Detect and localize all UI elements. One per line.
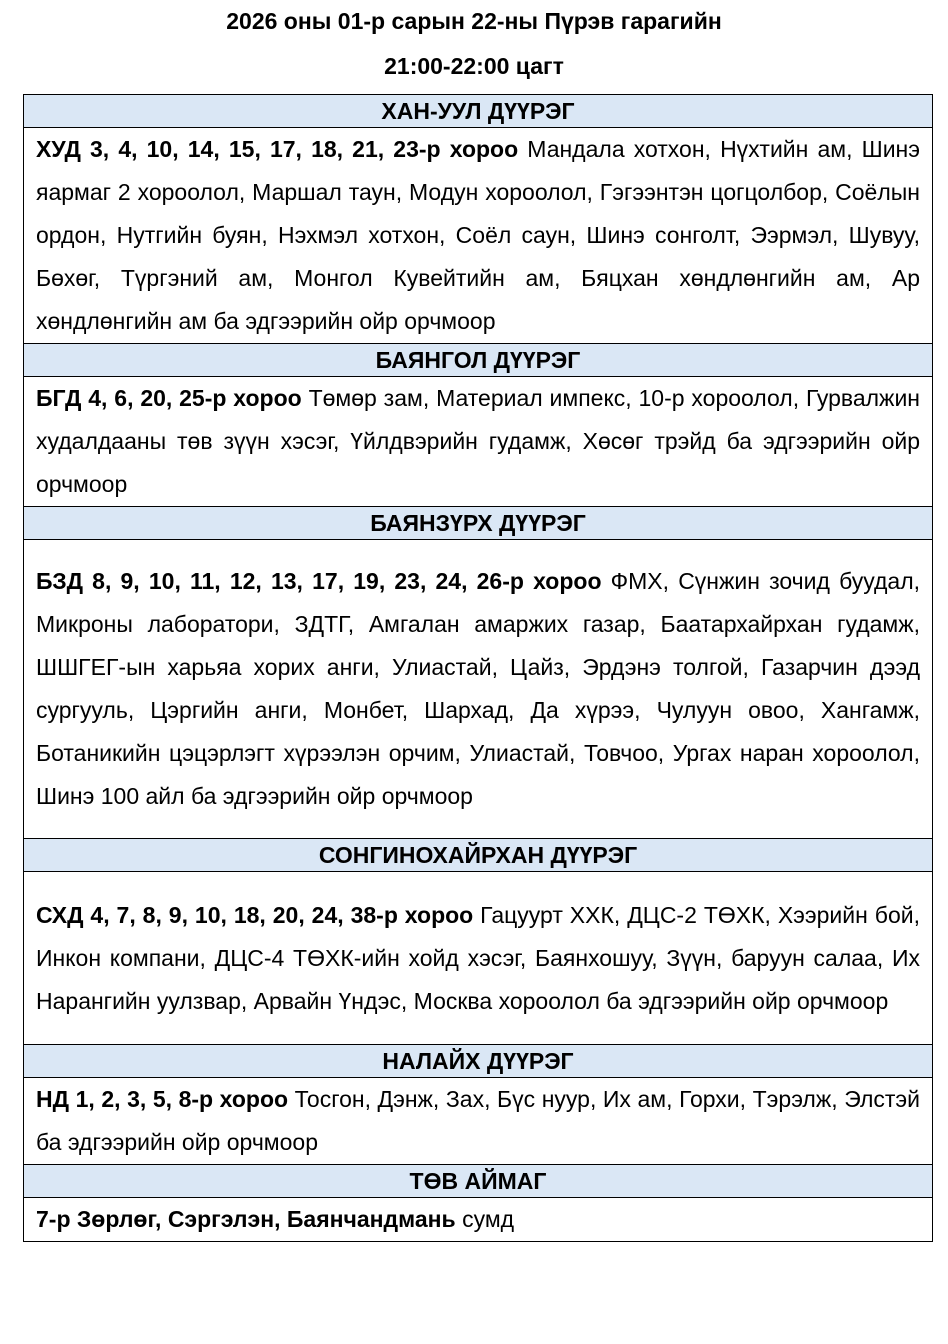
khoroo-list: БГД 4, 6, 20, 25-р хороо	[36, 385, 302, 411]
outage-schedule-table	[23, 94, 933, 1242]
area-list: Мандала хотхон, Нүхтийн ам, Шинэ яармаг 2 хороолол, Маршал таун, Модун хороолол, Гэгээнтэн цогцолбор, Соёлын ордон, Нутгийн буян, Нэхмэл хотхон, Соёл саун, Шинэ сонголт, Ээрмэл, Шувуу, Бөхөг, Түргэний ам, Монгол Кувейтийн ам, Бяцхан хөндлөнгийн ам, Ар хөндлөнгийн ам ба эдгээрийн ойр орчмоор	[36, 136, 920, 334]
khoroo-list: БЗД 8, 9, 10, 11, 12, 13, 17, 19, 23, 24, 26-р хороо	[36, 568, 602, 594]
district-header-row	[24, 344, 933, 377]
area-cell	[24, 872, 933, 1045]
district-name: БАЯНГОЛ ДҮҮРЭГ	[24, 344, 933, 377]
area-list: сумд	[455, 1206, 515, 1232]
district-header-row	[24, 1165, 933, 1198]
page-title-date: 2026 оны 01-р сарын 22-ны Пүрэв гарагийн	[226, 8, 722, 34]
area-row	[24, 1198, 933, 1242]
district-header-row	[24, 95, 933, 128]
page-title-time: 21:00-22:00 цагт	[384, 53, 564, 79]
area-list: Тосгон, Дэнж, Зах, Бүс нуур, Их ам, Горхи, Тэрэлж, Элстэй ба эдгээрийн ойр орчмоор	[36, 1086, 921, 1155]
area-row	[24, 540, 933, 839]
district-name: БАЯНЗҮРХ ДҮҮРЭГ	[24, 507, 933, 540]
district-header-row	[24, 839, 933, 872]
area-cell	[24, 1078, 933, 1165]
district-header-row	[24, 507, 933, 540]
khoroo-list: 7-р Зөрлөг, Сэргэлэн, Баянчандмань	[36, 1206, 456, 1232]
khoroo-list: НД 1, 2, 3, 5, 8-р хороо	[36, 1086, 289, 1112]
area-row	[24, 1078, 933, 1165]
area-cell	[24, 1198, 933, 1242]
area-row	[24, 128, 933, 344]
district-name: НАЛАЙХ ДҮҮРЭГ	[24, 1045, 933, 1078]
area-cell	[24, 377, 933, 507]
district-name: ХАН-УУЛ ДҮҮРЭГ	[24, 95, 933, 128]
area-list: Гацуурт ХХК, ДЦС-2 ТӨХК, Хээрийн бой, Инкон компани, ДЦС-4 ТӨХК-ийн хойд хэсэг, Баянхошуу, Зүүн, баруун салаа, Их Нарангийн уулзвар, Арвайн Үндэс, Москва хороолол ба эдгээрийн ойр орчмоор	[36, 901, 920, 1014]
district-name: ТӨВ АЙМАГ	[24, 1165, 933, 1198]
district-header-row	[24, 1045, 933, 1078]
khoroo-list: ХУД 3, 4, 10, 14, 15, 17, 18, 21, 23-р хороо	[36, 136, 519, 162]
area-cell	[24, 128, 933, 344]
district-name: СОНГИНОХАЙРХАН ДҮҮРЭГ	[24, 839, 933, 872]
area-cell	[24, 540, 933, 839]
khoroo-list: СХД 4, 7, 8, 9, 10, 18, 20, 24, 38-р хороо	[36, 901, 474, 928]
area-row	[24, 872, 933, 1045]
area-list: ФМХ, Сүнжин зочид буудал, Микроны лаборатори, ЗДТГ, Амгалан амаржих газар, Баатархайрхан гудамж, ШШГЕГ-ын харьяа хорих анги, Улиастай, Цайз, Эрдэнэ толгой, Газарчин дээд сургууль, Цэргийн анги, Монбет, Шархад, Да хүрээ, Чулуун овоо, Хангамж, Ботаникийн цэцэрлэгт хүрээлэн орчим, Улиастай, Товчоо, Ургах наран хороолол, Шинэ 100 айл ба эдгээрийн ойр орчмоор	[36, 568, 921, 809]
area-row	[24, 377, 933, 507]
area-list: Төмөр зам, Материал импекс, 10-р хороолол, Гурвалжин худалдааны төв зүүн хэсэг, Үйлдвэрийн гудамж, Хөсөг трэйд ба эдгээрийн ойр орчмоор	[36, 385, 920, 497]
